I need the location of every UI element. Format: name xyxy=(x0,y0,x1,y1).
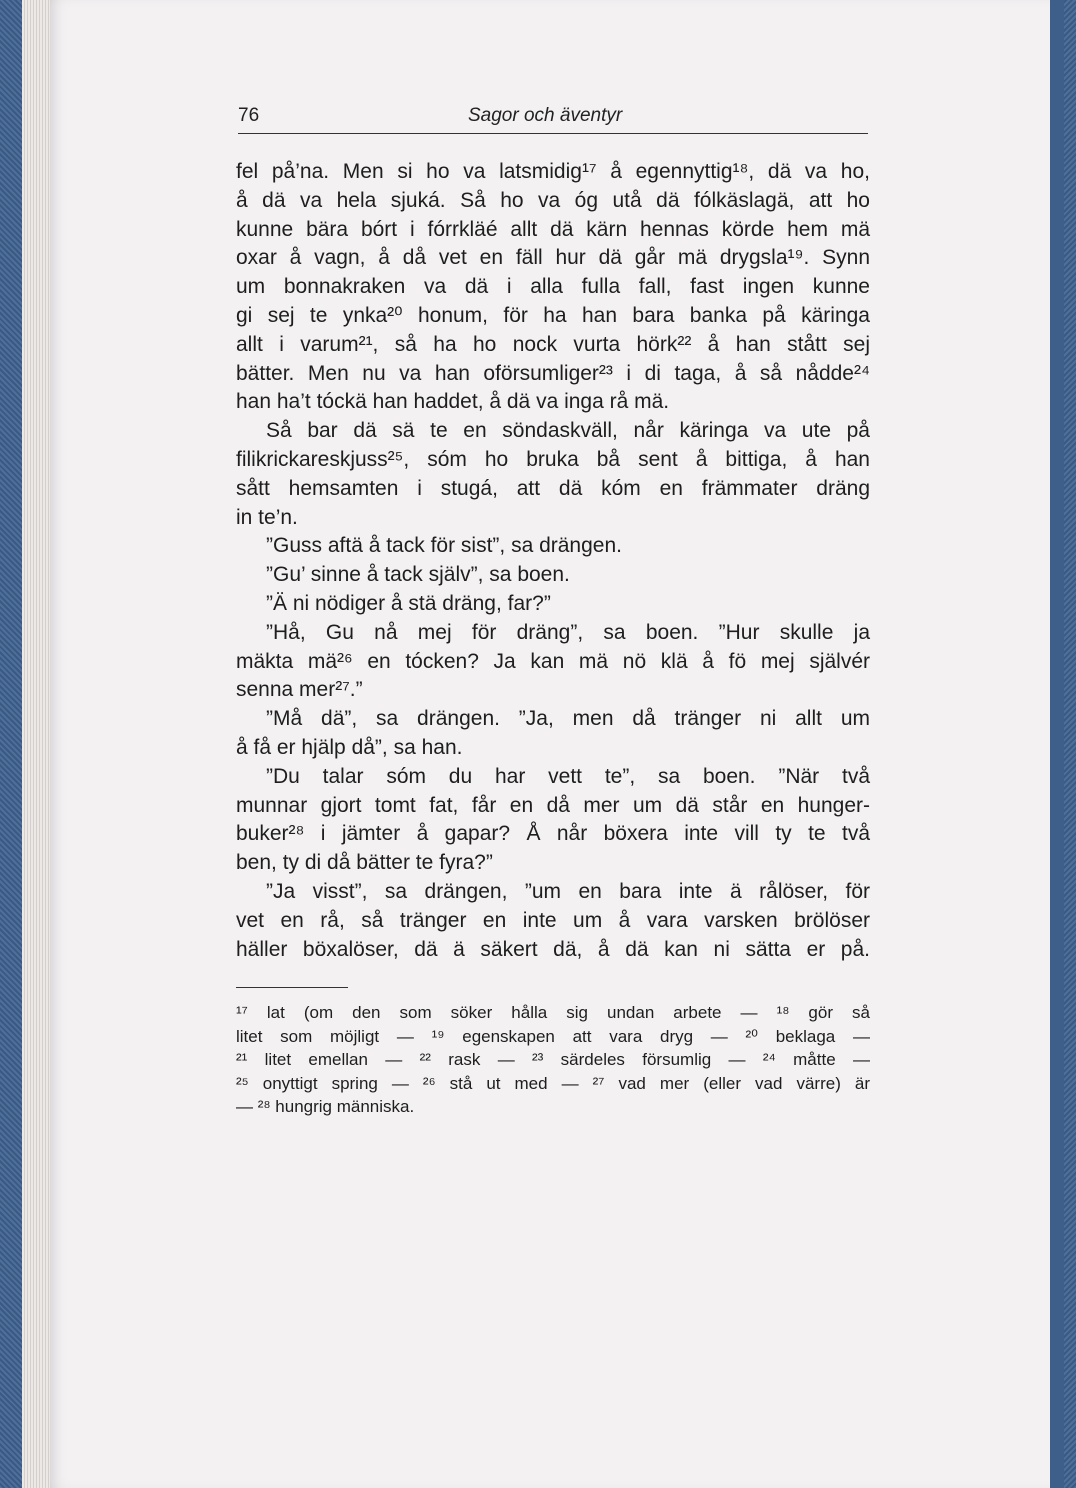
text-line: mäkta mä²⁶ en tócken? Ja kan mä nö klä å fö mej självér xyxy=(236,649,870,673)
page-number: 76 xyxy=(238,105,260,126)
text-line: um bonnakraken va dä i alla fulla fall, fast ingen kunne xyxy=(236,275,870,299)
text-line: ”Ä ni nödiger å stä dräng, far?” xyxy=(266,591,551,615)
text-line: ”Må dä”, sa drängen. ”Ja, men då tränger ni allt um xyxy=(266,707,870,731)
footnotes xyxy=(236,1001,870,1119)
text-line: häller böxalöser, dä ä säkert dä, å dä kan ni sätta er på. xyxy=(236,937,870,961)
footnote-line: — ²⁸ hungrig människa. xyxy=(236,1097,415,1117)
text-line: ”Ja visst”, sa drängen, ”um en bara inte ä rålöser, för xyxy=(266,879,870,903)
text-line: ”Hå, Gu nå mej för dräng”, sa boen. ”Hur skulle ja xyxy=(266,620,870,644)
text-line: in te’n. xyxy=(236,505,298,529)
text-line: ”Guss aftä å tack för sist”, sa drängen. xyxy=(266,534,622,558)
text-line: han ha’t tóckä han haddet, å dä va inga rå mä. xyxy=(236,390,670,414)
page-stack-edge xyxy=(22,0,50,1488)
text-line: å få er hjälp då”, sa han. xyxy=(236,735,463,759)
footnote-line: ²¹ litet emellan — ²² rask — ²³ särdeles försumlig — ²⁴ måtte — xyxy=(236,1050,870,1070)
text-line: kunne bära bórt i fórrkläé allt dä kärn hennas körde hem mä xyxy=(236,217,870,241)
book-cover-left-edge xyxy=(0,0,22,1488)
text-line: ”Du talar sóm du har vett te”, sa boen. ”När två xyxy=(266,764,870,788)
text-line: ”Gu’ sinne å tack själv”, sa boen. xyxy=(266,563,570,587)
footnote-line: ²⁵ onyttigt spring — ²⁶ stå ut med — ²⁷ vad mer (eller vad värre) är xyxy=(236,1073,870,1093)
text-line: ben, ty di då bätter te fyra?” xyxy=(236,851,493,875)
text-line: filikrickareskjuss²⁵, sóm ho bruka bå sent å bittiga, å han xyxy=(236,447,870,471)
text-line: bätter. Men nu va han oförsumliger²³ i di taga, å så nådde²⁴ xyxy=(236,361,870,385)
text-line: buker²⁸ i jämter å gapar? Å når böxera inte vill ty te två xyxy=(236,822,870,846)
text-line: å dä va hela sjuká. Så ho va óg utå dä fólkäslagä, att ho xyxy=(236,188,870,212)
book-cover-right-edge xyxy=(1064,0,1076,1488)
text-line: oxar å vagn, å då vet en fäll hur dä går mä drygsla¹⁹. Synn xyxy=(236,246,870,270)
footnote-line: litet som möjligt — ¹⁹ egenskapen att vara dryg — ²⁰ beklaga — xyxy=(236,1026,870,1046)
text-line: munnar gjort tomt fat, får en då mer um dä står en hunger- xyxy=(236,793,870,817)
text-line: gi sej te ynka²⁰ honum, för ha han bara banka på käringa xyxy=(236,303,870,327)
text-line: senna mer²⁷.” xyxy=(236,678,363,702)
running-header xyxy=(238,103,868,134)
footnote-divider xyxy=(236,987,348,988)
text-line: allt i varum²¹, så ha ho nock vurta hörk²² å han stått sej xyxy=(236,332,870,356)
running-title: Sagor och äventyr xyxy=(468,105,623,126)
footnote-line: ¹⁷ lat (om den som söker hålla sig undan arbete — ¹⁸ gör så xyxy=(236,1003,870,1022)
text-line: fel på’na. Men si ho va latsmidig¹⁷ å egennyttig¹⁸, dä va ho, xyxy=(236,160,870,183)
body-text xyxy=(236,158,870,964)
text-line: vet en rå, så tränger en inte um å vara varsken brölöser xyxy=(236,908,870,932)
text-line: sått hemsamten i stugá, att dä kóm en främmater dräng xyxy=(236,476,870,500)
text-line: Så bar dä sä te en söndaskväll, når käringa va ute på xyxy=(266,419,870,443)
